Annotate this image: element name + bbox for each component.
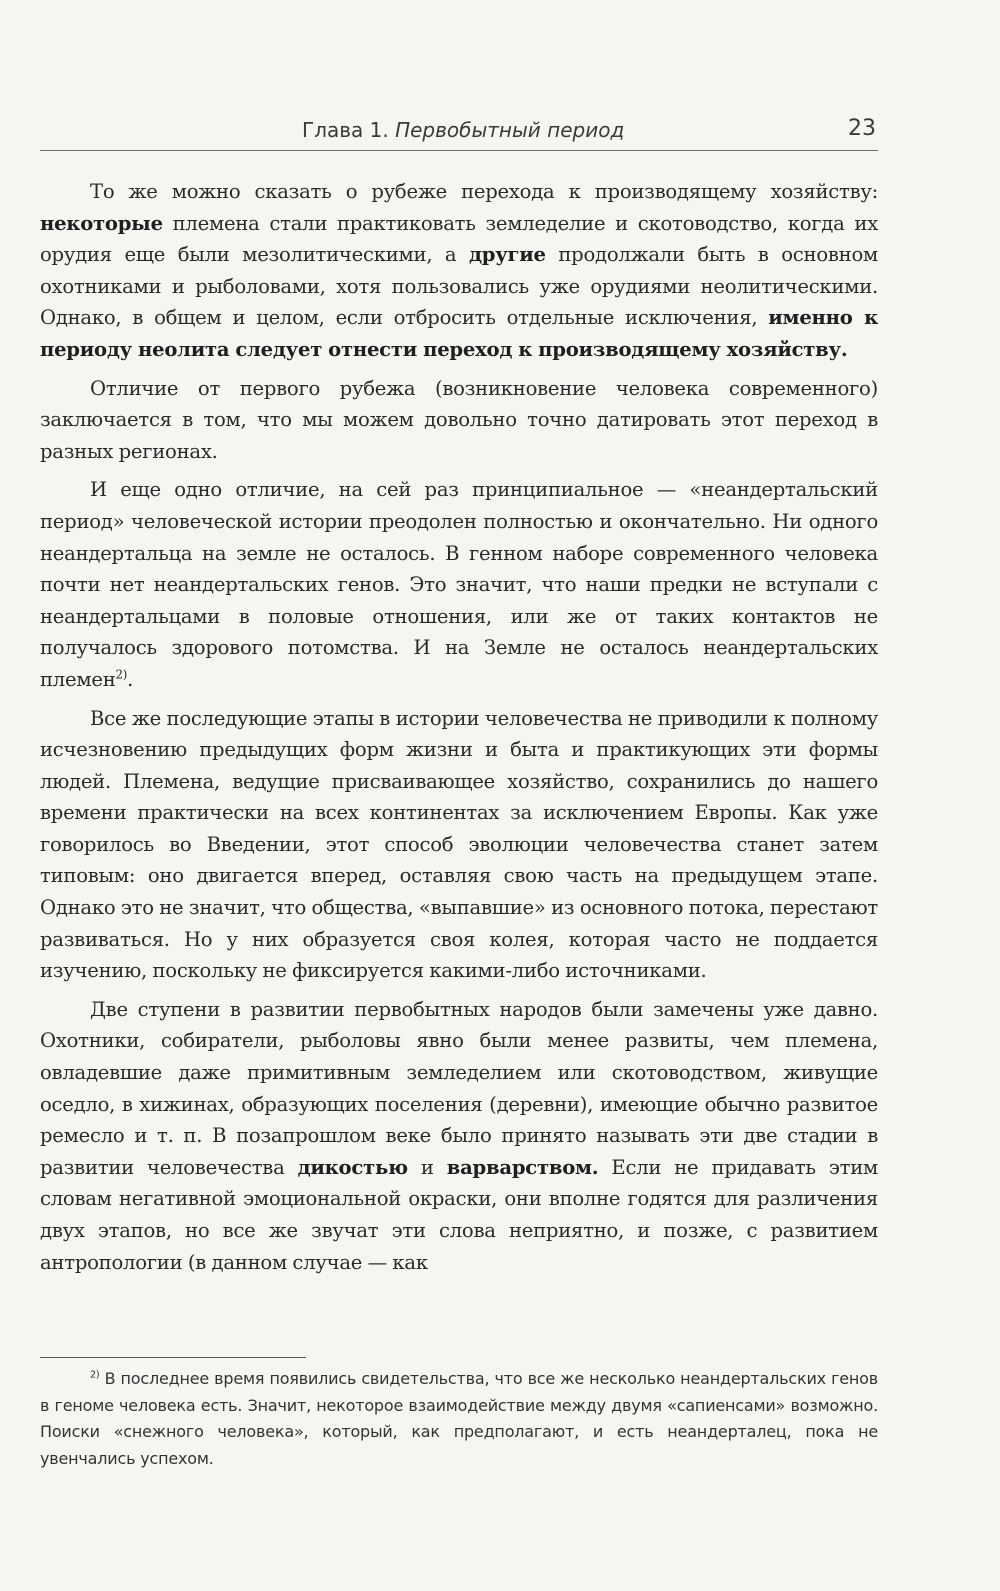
paragraph-1 xyxy=(40,176,878,366)
bold-term-varvarstvo: варварством. xyxy=(446,1155,599,1179)
text-run: продолжали быть в основном охотниками и рыболовами, хотя пользовались уже орудиями неолитическими. Однако, в общем и целом, если отбросить отдельные исключения, xyxy=(40,243,879,330)
book-page xyxy=(40,0,878,1591)
chapter-label: Глава 1. xyxy=(302,118,389,142)
page-number: 23 xyxy=(848,116,876,141)
paragraph-5 xyxy=(40,994,878,1278)
main-text xyxy=(40,176,878,1278)
bold-term-drugie: другие xyxy=(468,243,546,267)
bold-term-dikost: дикостью xyxy=(297,1155,408,1179)
text-run: И еще одно отличие, на сей раз принципиальное — «неандертальский период» человеческой истории преодолен полностью и окончательно. Ни одного неандертальца на земле не осталось. В генном наборе современного человека почти нет неандертальских генов. Это значит, что наши предки не вступали с неандертальцами в половые отношения, или же от таких контактов не получалось здорового потомства. И на Земле не осталось неандертальских племен xyxy=(40,478,878,691)
bold-statement-neolith: именно к периоду неолита следует отнести переход к производящему хозяйству. xyxy=(40,306,878,361)
text-run: . xyxy=(127,667,134,691)
text-run: племена стали практиковать земледелие и скотоводство, когда их орудия еще были мезолитическими, а xyxy=(40,211,878,267)
footnote xyxy=(40,1366,878,1472)
footnote-marker: 2) xyxy=(90,1369,100,1381)
text-run: и xyxy=(407,1155,447,1179)
paragraph-4: Все же последующие этапы в истории человечества не приводили к полному исчезновению предыдущих форм жизни и быта и практикующих эти формы людей. Племена, ведущие присваивающее хозяйство, сохранились до нашего времени практически на всех континентах за исключением Европы. Как уже говорилось во Введении, этот способ эволюции человечества станет затем типовым: оно двигается вперед, оставляя свою часть на предыдущем этапе. Однако это не значит, что общества, «выпавшие» из основного потока, перестают развиваться. Но у них образуется своя колея, которая часто не поддается изучению, поскольку не фиксируется какими-либо источниками. xyxy=(40,706,878,983)
footnote-reference[interactable]: 2) xyxy=(115,667,128,682)
running-header xyxy=(40,114,878,151)
footnote-divider xyxy=(40,1357,306,1358)
text-run: Две ступени в развитии первобытных народов были замечены уже давно. Охотники, собиратели, рыболовы явно были менее развиты, чем племена, овладевшие даже примитивным земледелием или скотоводством, живущие оседло, в хижинах, образующих поселения (деревни), имеющие обычно развитое ремесло и т. п. В позапрошлом веке было принято называть эти две стадии в развитии человечества xyxy=(40,997,878,1179)
text-run: Если не придавать этим словам негативной эмоциональной окраски, они вполне годятся для различения двух этапов, но все же звучат эти слова неприятно, и позже, с развитием антропологии (в данном случае — как xyxy=(40,1155,878,1274)
text-run: То же можно сказать о рубеже перехода к производящему хозяйству: xyxy=(90,180,878,203)
chapter-heading xyxy=(302,118,624,142)
paragraph-2: Отличие от первого рубежа (возникновение человека современного) заключается в том, что мы можем довольно точно датировать этот переход в разных регионах. xyxy=(40,376,878,463)
bold-term-nekotorye: некоторые xyxy=(40,211,163,235)
footnote-text: В последнее время появились свидетельства, что все же несколько неандертальских генов в геноме человека есть. Значит, некоторое взаимодействие между двумя «сапиенсами» возможно. Поиски «снежного человека», который, как предполагают, и есть неандерталец, пока не увенчались успехом. xyxy=(40,1369,878,1468)
chapter-title: Первобытный период xyxy=(395,118,625,142)
paragraph-3 xyxy=(40,474,878,695)
